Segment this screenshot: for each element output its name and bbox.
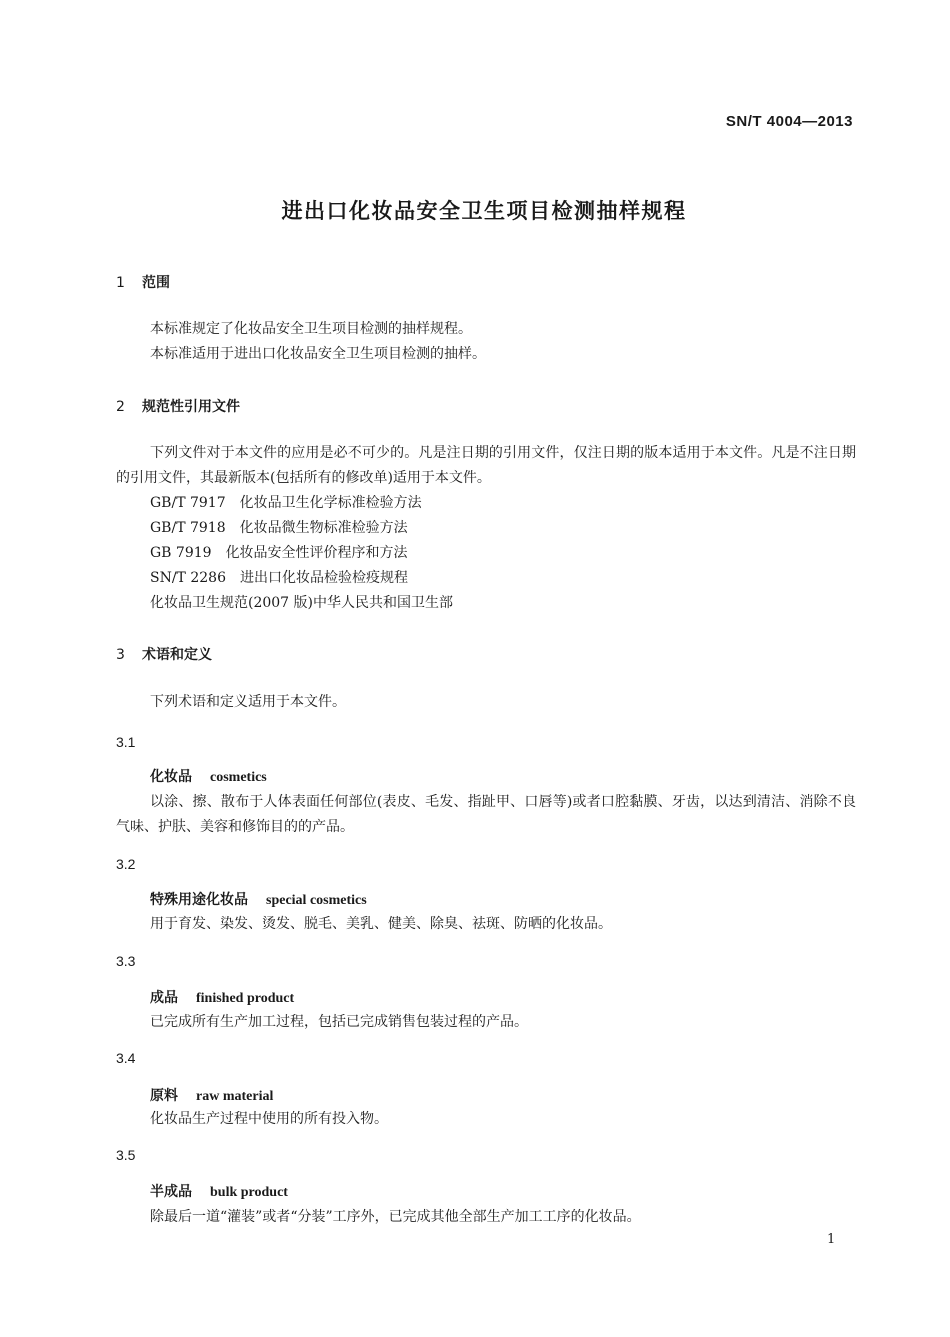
reference-title: 进出口化妆品检验检疫规程 [239, 570, 408, 586]
term-definition: 用于育发、染发、烫发、脱毛、美乳、健美、除臭、祛斑、防晒的化妆品。 [150, 916, 612, 932]
term-en: finished product [196, 991, 295, 1006]
reference-item-hygiene-code: 化妆品卫生规范(2007 版)中华人民共和国卫生部 [150, 595, 454, 611]
term-definition: 已完成所有生产加工过程，包括已完成销售包装过程的产品。 [150, 1014, 528, 1030]
reference-code: GB 7919 [150, 545, 212, 561]
clause-number: 3.3 [116, 953, 136, 969]
term-cn: 成品 [150, 990, 178, 1006]
term-cn: 原料 [150, 1088, 178, 1104]
term-en: raw material [196, 1089, 274, 1104]
section-title: 术语和定义 [142, 647, 212, 663]
reference-title: 化妆品卫生化学标准检验方法 [239, 495, 422, 511]
clause-number: 3.2 [116, 856, 136, 872]
normative-intro: 下列文件对于本文件的应用是必不可少的。凡是注日期的引用文件，仅注日期的版本适用于本文件。凡是不注日期的引用文件，其最新版本(包括所有的修改单)适用于本文件。 [116, 445, 856, 486]
reference-title: 化妆品微生物标准检验方法 [239, 520, 408, 536]
reference-item [150, 566, 408, 591]
scope-paragraph-2: 本标准适用于进出口化妆品安全卫生项目检测的抽样。 [150, 346, 486, 362]
term-heading [150, 987, 294, 1007]
term-heading [150, 889, 367, 909]
section-number: 3 [116, 647, 125, 663]
reference-item [150, 516, 408, 541]
clause-number: 3.4 [116, 1050, 136, 1066]
clause-number: 3.5 [116, 1147, 136, 1163]
term-heading [150, 1085, 273, 1105]
reference-item [150, 541, 408, 566]
term-cn: 半成品 [150, 1184, 192, 1200]
term-definition: 除最后一道“灌装”或者“分装”工序外，已完成其他全部生产加工工序的化妆品。 [150, 1209, 641, 1225]
term-cn: 化妆品 [150, 769, 192, 785]
standard-code: SN/T 4004—2013 [725, 113, 853, 130]
section-number: 1 [116, 275, 125, 291]
section-3-heading [116, 644, 212, 664]
page-number: 1 [827, 1232, 836, 1247]
term-definition: 化妆品生产过程中使用的所有投入物。 [150, 1111, 388, 1127]
term-definition: 以涂、擦、散布于人体表面任何部位(表皮、毛发、指趾甲、口唇等)或者口腔黏膜、牙齿，以达到清洁、消除不良气味、护肤、美容和修饰目的的产品。 [116, 794, 856, 835]
reference-code: GB/T 7917 [150, 495, 226, 511]
section-title: 规范性引用文件 [142, 399, 240, 415]
reference-item [150, 491, 422, 516]
scope-paragraph-1: 本标准规定了化妆品安全卫生项目检测的抽样规程。 [150, 321, 472, 337]
term-heading [150, 1181, 288, 1201]
document-title: 进出口化妆品安全卫生项目检测抽样规程 [281, 199, 687, 223]
clause-number: 3.1 [116, 734, 136, 750]
term-heading [150, 766, 267, 786]
term-en: special cosmetics [266, 893, 367, 908]
section-number: 2 [116, 399, 125, 415]
reference-title: 化妆品安全性评价程序和方法 [225, 545, 408, 561]
terms-intro: 下列术语和定义适用于本文件。 [150, 694, 346, 710]
section-1-heading [116, 272, 170, 292]
reference-code: GB/T 7918 [150, 520, 226, 536]
term-en: bulk product [210, 1185, 288, 1200]
reference-code: SN/T 2286 [150, 570, 226, 586]
term-cn: 特殊用途化妆品 [150, 892, 248, 908]
section-title: 范围 [142, 275, 170, 291]
section-2-heading [116, 396, 240, 416]
term-en: cosmetics [210, 770, 267, 785]
